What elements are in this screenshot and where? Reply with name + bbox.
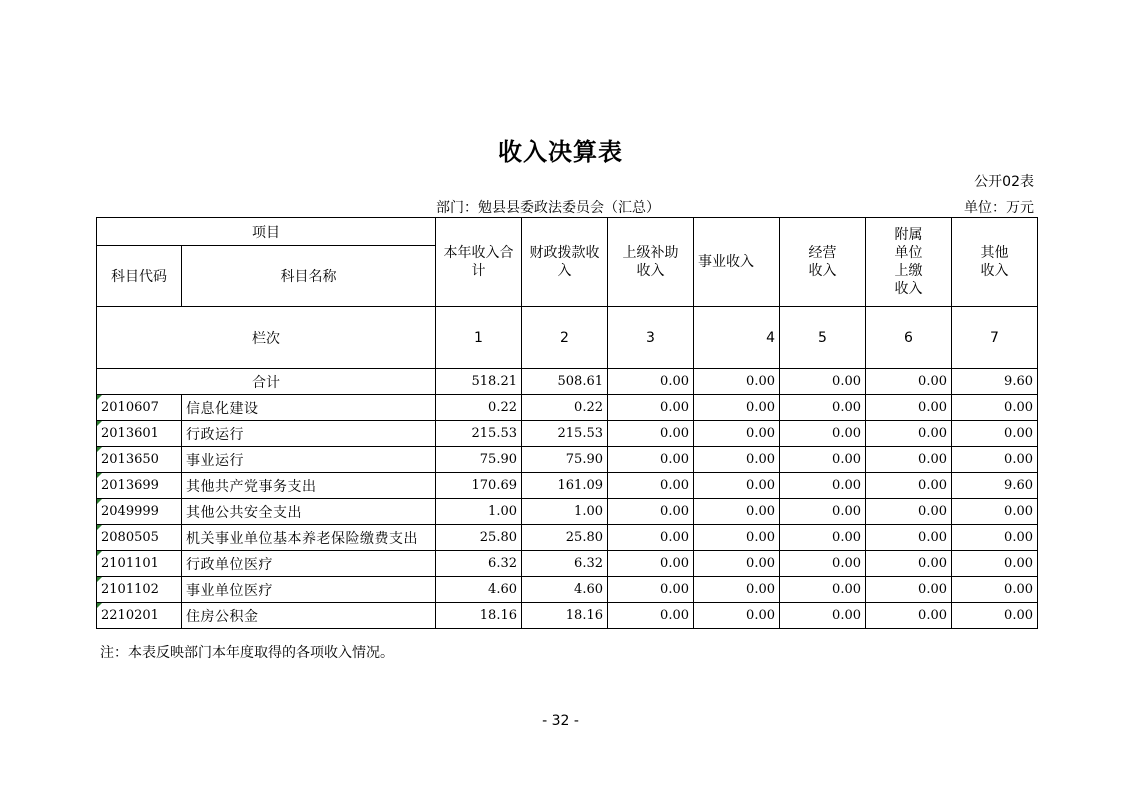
cell-value: 0.00: [866, 395, 952, 421]
cell-value: 170.69: [436, 473, 522, 499]
table-row: [97, 577, 1038, 603]
cell-value: 0.00: [608, 603, 694, 629]
cell-value: 0.00: [780, 447, 866, 473]
total-value-3: 0.00: [608, 369, 694, 395]
table-row: [97, 525, 1038, 551]
cell-value: 215.53: [436, 421, 522, 447]
cell-value: 0.00: [952, 395, 1038, 421]
subject-code: 2049999: [97, 499, 182, 525]
cell-value: 161.09: [522, 473, 608, 499]
header-col6: 附属单位上缴收入: [866, 218, 952, 307]
total-value-6: 0.00: [866, 369, 952, 395]
total-value-7: 9.60: [952, 369, 1038, 395]
table-row: [97, 447, 1038, 473]
cell-value: 1.00: [436, 499, 522, 525]
subject-code: 2013699: [97, 473, 182, 499]
cell-value: 6.32: [436, 551, 522, 577]
cell-value: 0.00: [608, 447, 694, 473]
header-col1: 本年收入合计: [436, 218, 522, 307]
page-number: - 32 -: [542, 713, 579, 729]
header-row-label: 栏次: [97, 307, 436, 369]
department-label: 部门：勉县县委政法委员会（汇总）: [436, 200, 660, 216]
header-num-5: 5: [780, 307, 866, 369]
cell-value: 1.00: [522, 499, 608, 525]
cell-value: 0.00: [952, 499, 1038, 525]
cell-value: 0.00: [780, 577, 866, 603]
cell-value: 0.00: [952, 421, 1038, 447]
cell-value: 0.00: [694, 473, 780, 499]
cell-value: 9.60: [952, 473, 1038, 499]
total-row: [97, 369, 1038, 395]
page-title: 收入决算表: [498, 138, 623, 166]
subject-code: 2101101: [97, 551, 182, 577]
subject-code: 2210201: [97, 603, 182, 629]
header-code: 科目代码: [97, 246, 182, 307]
subject-name: 机关事业单位基本养老保险缴费支出: [182, 525, 436, 551]
header-num-3: 3: [608, 307, 694, 369]
cell-value: 0.00: [866, 525, 952, 551]
cell-value: 0.00: [608, 577, 694, 603]
cell-value: 4.60: [436, 577, 522, 603]
subject-code: 2101102: [97, 577, 182, 603]
header-col4: 事业收入: [694, 218, 780, 307]
header-num-2: 2: [522, 307, 608, 369]
cell-value: 25.80: [522, 525, 608, 551]
cell-value: 0.00: [866, 421, 952, 447]
cell-value: 0.00: [608, 551, 694, 577]
header-col5: 经营收入: [780, 218, 866, 307]
cell-value: 215.53: [522, 421, 608, 447]
cell-value: 0.00: [866, 551, 952, 577]
table-row: [97, 603, 1038, 629]
subject-name: 其他公共安全支出: [182, 499, 436, 525]
header-num-1: 1: [436, 307, 522, 369]
header-name: 科目名称: [182, 246, 436, 307]
form-number: 公开02表: [974, 174, 1034, 190]
subject-name: 事业运行: [182, 447, 436, 473]
subject-name: 行政单位医疗: [182, 551, 436, 577]
cell-value: 0.00: [608, 395, 694, 421]
cell-value: 75.90: [522, 447, 608, 473]
cell-value: 0.00: [952, 525, 1038, 551]
cell-value: 4.60: [522, 577, 608, 603]
unit-label: 单位：万元: [964, 200, 1034, 216]
cell-value: 6.32: [522, 551, 608, 577]
cell-value: 0.00: [694, 551, 780, 577]
cell-value: 0.00: [780, 551, 866, 577]
cell-value: 0.00: [694, 603, 780, 629]
header-num-4: 4: [694, 307, 780, 369]
cell-value: 0.00: [952, 551, 1038, 577]
header-col7: 其他收入: [952, 218, 1038, 307]
cell-value: 0.00: [780, 525, 866, 551]
cell-value: 75.90: [436, 447, 522, 473]
total-value-1: 518.21: [436, 369, 522, 395]
table-row: [97, 473, 1038, 499]
cell-value: 0.00: [952, 603, 1038, 629]
cell-value: 0.00: [608, 499, 694, 525]
cell-value: 0.00: [866, 447, 952, 473]
cell-value: 0.00: [780, 421, 866, 447]
subject-name: 其他共产党事务支出: [182, 473, 436, 499]
total-value-2: 508.61: [522, 369, 608, 395]
table-row: [97, 421, 1038, 447]
cell-value: 0.00: [694, 447, 780, 473]
cell-value: 0.00: [694, 577, 780, 603]
cell-value: 0.00: [952, 577, 1038, 603]
cell-value: 0.00: [866, 577, 952, 603]
total-value-4: 0.00: [694, 369, 780, 395]
header-num-6: 6: [866, 307, 952, 369]
table-row: [97, 395, 1038, 421]
table-row: [97, 499, 1038, 525]
table-row: [97, 551, 1038, 577]
cell-value: 0.00: [866, 499, 952, 525]
cell-value: 0.00: [866, 473, 952, 499]
cell-value: 0.22: [436, 395, 522, 421]
cell-value: 0.00: [780, 395, 866, 421]
cell-value: 0.00: [780, 473, 866, 499]
income-table: [96, 217, 1038, 629]
total-label: 合计: [97, 369, 436, 395]
header-num-7: 7: [952, 307, 1038, 369]
subject-code: 2013601: [97, 421, 182, 447]
cell-value: 0.00: [866, 603, 952, 629]
cell-value: 0.00: [694, 499, 780, 525]
table-note: 注：本表反映部门本年度取得的各项收入情况。: [100, 645, 394, 661]
cell-value: 0.00: [952, 447, 1038, 473]
subject-code: 2010607: [97, 395, 182, 421]
cell-value: 0.22: [522, 395, 608, 421]
cell-value: 18.16: [522, 603, 608, 629]
cell-value: 0.00: [694, 421, 780, 447]
cell-value: 0.00: [608, 473, 694, 499]
subject-code: 2080505: [97, 525, 182, 551]
cell-value: 0.00: [608, 421, 694, 447]
cell-value: 25.80: [436, 525, 522, 551]
cell-value: 0.00: [780, 603, 866, 629]
subject-code: 2013650: [97, 447, 182, 473]
header-col3: 上级补助收入: [608, 218, 694, 307]
subject-name: 行政运行: [182, 421, 436, 447]
cell-value: 0.00: [694, 525, 780, 551]
subject-name: 事业单位医疗: [182, 577, 436, 603]
cell-value: 18.16: [436, 603, 522, 629]
subject-name: 信息化建设: [182, 395, 436, 421]
cell-value: 0.00: [694, 395, 780, 421]
header-col2: 财政拨款收入: [522, 218, 608, 307]
total-value-5: 0.00: [780, 369, 866, 395]
header-item: 项目: [97, 218, 436, 246]
subject-name: 住房公积金: [182, 603, 436, 629]
cell-value: 0.00: [780, 499, 866, 525]
cell-value: 0.00: [608, 525, 694, 551]
